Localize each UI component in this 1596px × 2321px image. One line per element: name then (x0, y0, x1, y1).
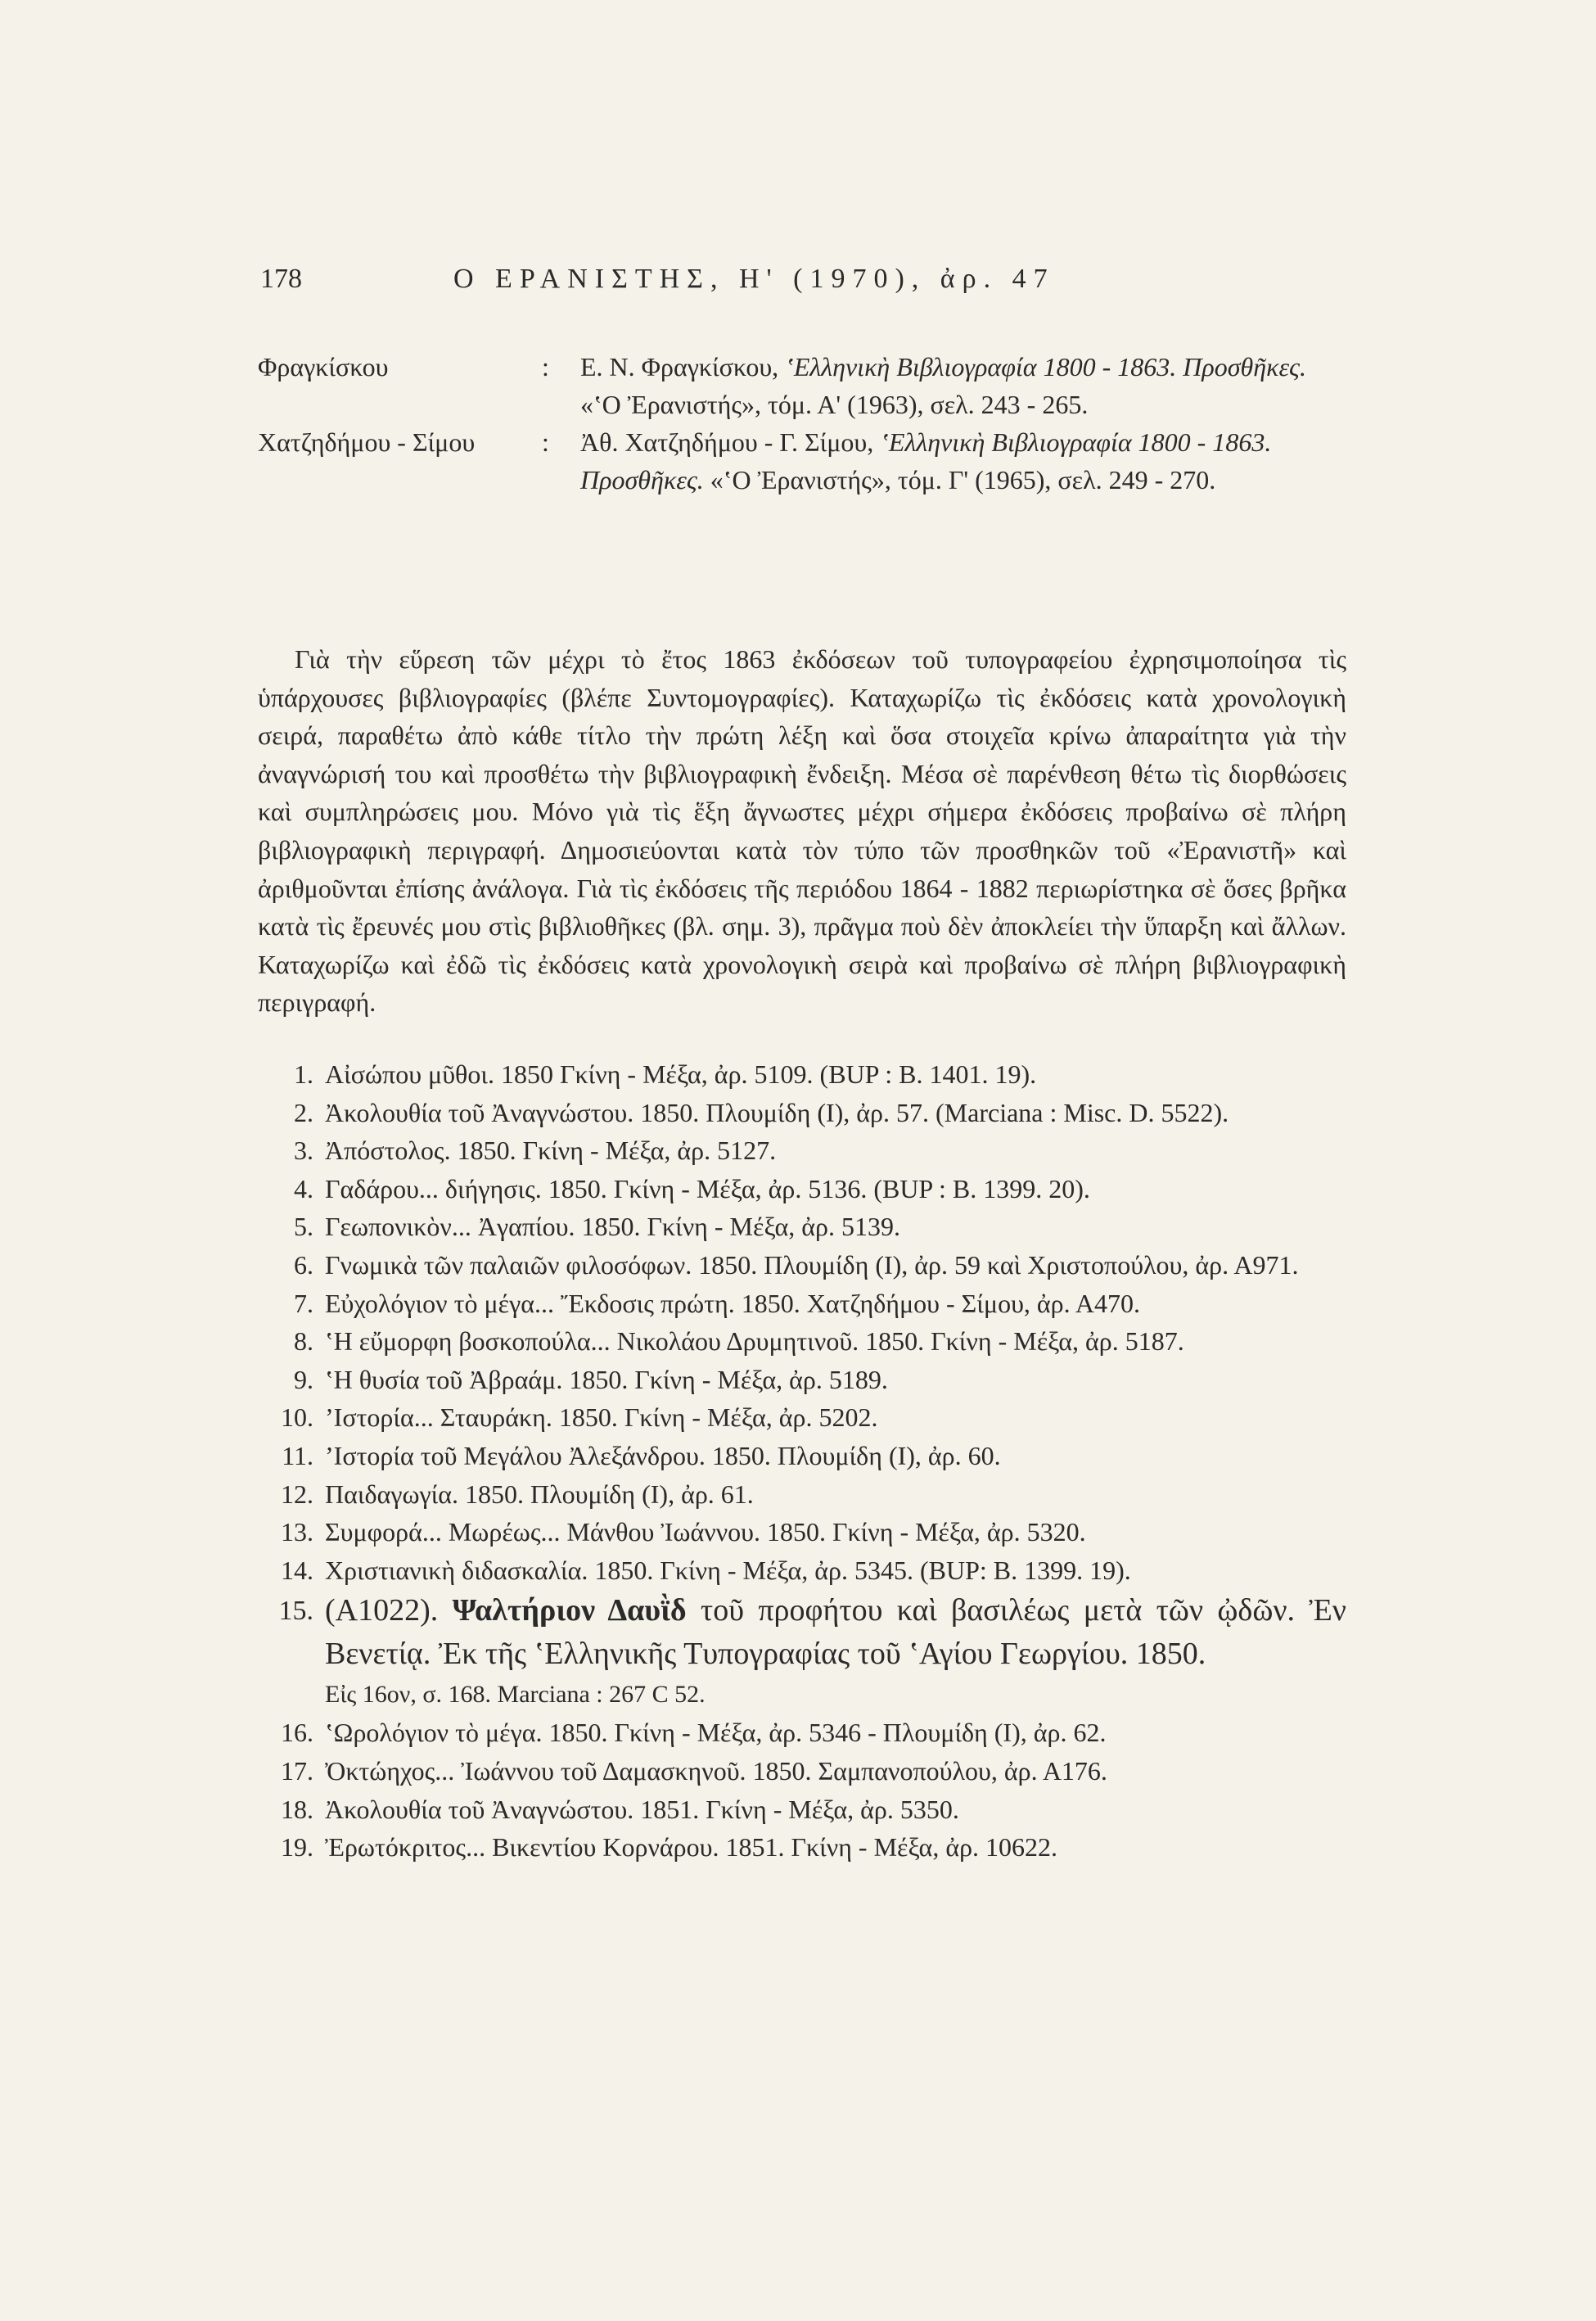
reference-author: Ε. Ν. Φραγκίσκου, (580, 352, 786, 382)
entry-text: ʽΩρολόγιον τὸ μέγα. 1850. Γκίνη - Μέξα, ἀρ. 5346 - Πλουμίδη (Ι), ἀρ. 62. (325, 1718, 1107, 1748)
entry-text: Συμφορά... Μωρέως... Μάνθου Ἰωάννου. 1850. Γκίνη - Μέξα, ἀρ. 5320. (325, 1517, 1086, 1547)
entry-full-description (325, 1589, 1346, 1676)
bibliography-entry (258, 1246, 1346, 1285)
entry-number: 12. (281, 1479, 313, 1509)
reference-title: ʽΕλληνικὴ Βιβλιογραφία 1800 - 1863. Προσθῆκες. (785, 352, 1307, 382)
entry-text: Ἐρωτόκριτος... Βικεντίου Κορνάρου. 1851. Γκίνη - Μέξα, ἀρ. 10622. (325, 1832, 1058, 1863)
bibliography-entry (258, 1094, 1346, 1132)
entry-text: Ἀπόστολος. 1850. Γκίνη - Μέξα, ἀρ. 5127. (325, 1136, 777, 1166)
bibliography-entry (258, 1790, 1346, 1829)
page-number: 178 (260, 264, 302, 294)
entry-text: ʼΙστορία... Σταυράκη. 1850. Γκίνη - Μέξα, ἀρ. 5202. (325, 1402, 878, 1433)
entry-text: Ὀκτώηχος... Ἰωάννου τοῦ Δαμασκηνοῦ. 1850. Σαμπανοπούλου, ἀρ. Α176. (325, 1755, 1107, 1786)
entry-text: ʼΙστορία τοῦ Μεγάλου Ἀλεξάνδρου. 1850. Πλουμίδη (Ι), ἀρ. 60. (325, 1440, 1001, 1470)
bibliography-entry (258, 1551, 1346, 1590)
bibliography-entry (258, 1398, 1346, 1437)
entry-text: Ἀκολουθία τοῦ Ἀναγνώστου. 1851. Γκίνη - Μέξα, ἀρ. 5350. (325, 1794, 959, 1824)
bibliography-entry (258, 1437, 1346, 1475)
entry-number: 13. (281, 1517, 313, 1547)
entry-text: Γνωμικὰ τῶν παλαιῶν φιλοσόφων. 1850. Πλουμίδη (Ι), ἀρ. 59 καὶ Χριστοπούλου, ἀρ. Α971. (325, 1249, 1299, 1280)
bibliography-entry (258, 1055, 1346, 1094)
journal-title: Ο ΕΡΑΝΙΣΤΗΣ, Η' (1970), ἀρ. 47 (453, 264, 1055, 294)
entry-text: Χριστιανικὴ διδασκαλία. 1850. Γκίνη - Μέξα, ἀρ. 5345. (BUP: B. 1399. 19). (325, 1555, 1131, 1585)
entry-title: Ψαλτήριον Δαυῒδ (452, 1593, 687, 1628)
entry-number: 18. (281, 1794, 313, 1824)
entry-collation-note: Εἰς 16ον, σ. 168. Marciana : 267 C 52. (325, 1681, 706, 1709)
reference-title: ʽΕλληνικὴ Βιβλιογραφία 1800 - 1863. Προσθῆκες. (580, 427, 1272, 494)
entry-number: 7. (294, 1288, 313, 1318)
reference-details: «ʽΟ Ἐρανιστής», τόμ. Γ' (1965), σελ. 249 - 270. (703, 465, 1216, 494)
entry-text: Αἰσώπου μῦθοι. 1850 Γκίνη - Μέξα, ἀρ. 5109. (BUP : B. 1401. 19). (325, 1059, 1037, 1089)
bibliography-entry (258, 1170, 1346, 1208)
reference-details: «ʽΟ Ἐρανιστής», τόμ. Α' (1963), σελ. 243 - 265. (580, 390, 1089, 419)
entry-number: 14. (281, 1555, 313, 1585)
entry-text: Εὐχολόγιον τὸ μέγα... Ἔκδοσις πρώτη. 1850. Χατζηδήμου - Σίμου, ἀρ. Α470. (325, 1288, 1140, 1318)
running-head (260, 264, 1341, 295)
entry-text: Γαδάρου... διήγησις. 1850. Γκίνη - Μέξα, ἀρ. 5136. (BUP : B. 1399. 20). (325, 1173, 1090, 1203)
entry-text: ʽΗ θυσία τοῦ Ἀβραάμ. 1850. Γκίνη - Μέξα, ἀρ. 5189. (325, 1364, 888, 1394)
entry-number: 8. (294, 1326, 313, 1357)
entry-number: 19. (281, 1832, 313, 1863)
bibliography-entry (258, 1475, 1346, 1514)
abbreviation-text (580, 348, 1346, 423)
entry-number: 11. (282, 1440, 313, 1470)
abbreviation-text (580, 423, 1346, 499)
entry-number: 5. (294, 1212, 313, 1242)
entry-number: 3. (294, 1136, 313, 1166)
entry-text: Παιδαγωγία. 1850. Πλουμίδη (Ι), ἀρ. 61. (325, 1479, 754, 1509)
bibliography-entry-full (258, 1589, 1346, 1676)
bibliography-entry (258, 1285, 1346, 1323)
abbreviation-label: Χατζηδήμου - Σίμου (258, 427, 476, 457)
intro-paragraph: Γιὰ τὴν εὕρεση τῶν μέχρι τὸ ἔτος 1863 ἐκδόσεων τοῦ τυπογραφείου ἐχρησιμοποίησα τὶς ὑπάρχουσες βιβλιογραφίες (βλέπε Συντομογραφίες). Καταχωρίζω τὶς ἐκδόσεις κατὰ χρονολογικὴ σειρά, παραθέτω ἀπὸ κάθε τίτλο τὴν πρώτη λέξη καὶ ὅσα στοιχεῖα κρίνω ἀπαραίτητα γιὰ τὴν ἀναγνώρισή του καὶ προσθέτω τὴν βιβλιογραφικὴ ἔνδειξη. Μέσα σὲ παρένθεση θέτω τὶς διορθώσεις καὶ συμπληρώσεις μου. Μόνο γιὰ τὶς ἕξη ἄγνωστες μέχρι σήμερα ἐκδόσεις προβαίνω σὲ πλήρη βιβλιογραφικὴ περιγραφή. Δημοσιεύονται κατὰ τὸν τύπο τῶν προσθηκῶν τοῦ «Ἐρανιστῆ» καὶ ἀριθμοῦνται ἐπίσης ἀνάλογα. Γιὰ τὶς ἐκδόσεις τῆς περιόδου 1864 - 1882 περιωρίστηκα σὲ ὅσες βρῆκα κατὰ τὶς ἔρευνές μου στὶς βιβλιοθῆκες (βλ. σημ. 3), πρᾶγμα ποὺ δὲν ἀποκλείει τὴν ὕπαρξη καὶ ἄλλων. Καταχωρίζω καὶ ἐδῶ τὶς ἐκδόσεις κατὰ χρονολογικὴ σειρὰ καὶ προβαίνω σὲ πλήρη βιβλιογραφικὴ περιγραφή. (258, 644, 1346, 1018)
entry-number: 2. (294, 1097, 313, 1127)
entry-text: Γεωπονικὸν... Ἀγαπίου. 1850. Γκίνη - Μέξα, ἀρ. 5139. (325, 1212, 901, 1242)
bibliography-entry (258, 1513, 1346, 1551)
bibliography-entry (258, 1131, 1346, 1170)
abbreviation-separator: : (542, 427, 549, 457)
entry-number: 10. (281, 1402, 313, 1433)
entry-number: 16. (281, 1718, 313, 1748)
bibliography-entry (258, 1752, 1346, 1790)
entry-number: 9. (294, 1364, 313, 1394)
entry-number: 6. (294, 1249, 313, 1280)
bibliography-entry (258, 1322, 1346, 1361)
entry-text: Ἀκολουθία τοῦ Ἀναγνώστου. 1850. Πλουμίδη (Ι), ἀρ. 57. (Marciana : Misc. D. 5522). (325, 1097, 1229, 1127)
entry-code: (Α1022). (325, 1593, 453, 1628)
abbreviation-entry (258, 348, 1346, 423)
bibliography-entry (258, 1828, 1346, 1867)
bibliography-entry (258, 1714, 1346, 1752)
entry-text: ʽΗ εὔμορφη βοσκοπούλα... Νικολάου Δρυμητινοῦ. 1850. Γκίνη - Μέξα, ἀρ. 5187. (325, 1326, 1184, 1357)
bibliography-list (258, 1055, 1346, 1867)
entry-imprint: τοῦ προφήτου καὶ βασιλέως μετὰ τῶν ᾠδῶν. Ἐν Βενετίᾳ. Ἐκ τῆς ʽΕλληνικῆς Τυπογραφίας τοῦ ʽΑγίου Γεωργίου. 1850. (325, 1593, 1346, 1672)
abbreviation-entry (258, 423, 1346, 499)
abbreviation-separator: : (542, 352, 549, 382)
entry-number: 17. (281, 1755, 313, 1786)
entry-number: 15. (278, 1596, 313, 1627)
abbreviation-label: Φραγκίσκου (258, 352, 389, 382)
reference-author: Ἀθ. Χατζηδήμου - Γ. Σίμου, (580, 427, 881, 457)
entry-number: 4. (294, 1173, 313, 1203)
bibliography-entry (258, 1361, 1346, 1399)
abbreviations-list (258, 348, 1346, 499)
bibliography-entry (258, 1208, 1346, 1246)
entry-number: 1. (294, 1059, 313, 1089)
